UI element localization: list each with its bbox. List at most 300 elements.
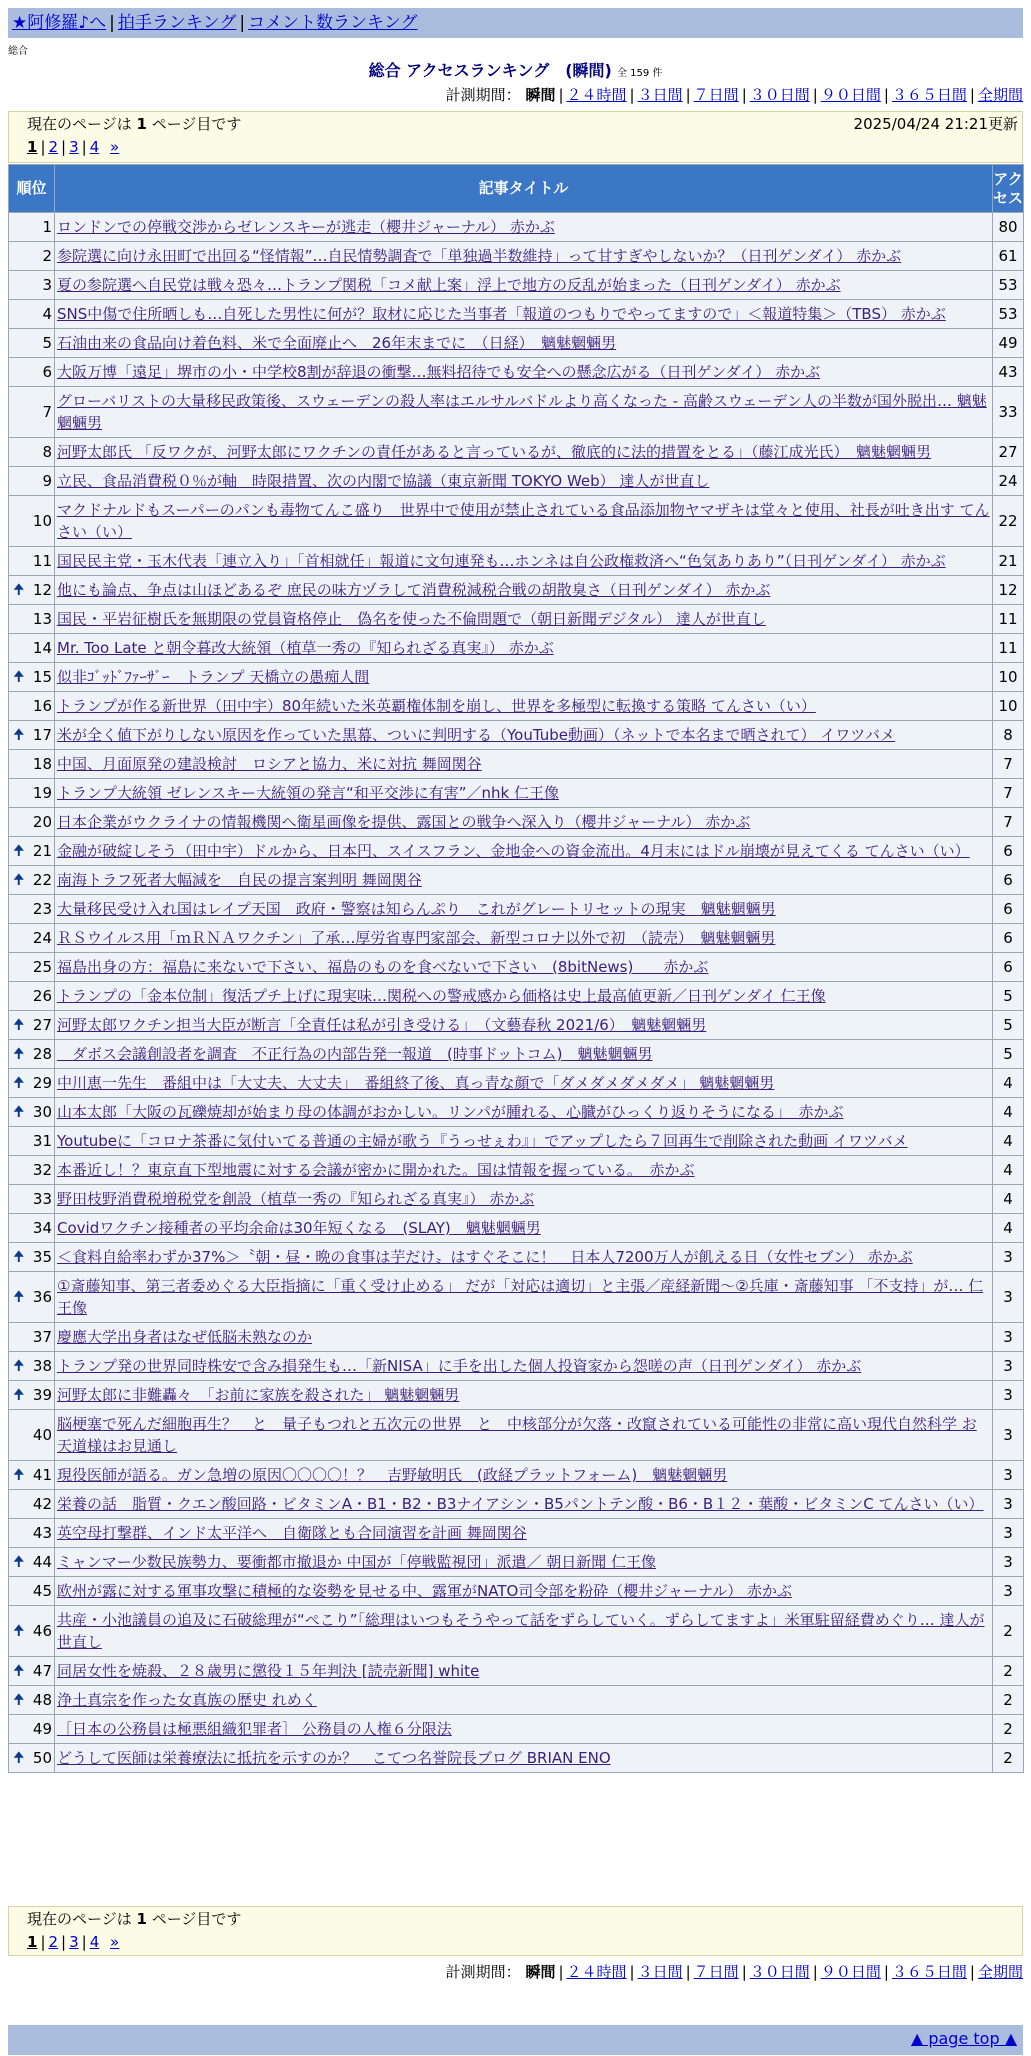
title-cell <box>55 750 993 779</box>
rank-number: 13 <box>32 610 52 628</box>
table-row <box>9 866 1024 895</box>
page-status-text: 現在のページは 1 ページ目です <box>27 1910 242 1928</box>
access-count: 3 <box>993 1548 1024 1577</box>
rank-cell <box>9 387 55 438</box>
access-count: 5 <box>993 1040 1024 1069</box>
table-row <box>9 1548 1024 1577</box>
access-count: 4 <box>993 1214 1024 1243</box>
article-link[interactable]: 本番近し！？東京直下型地震に対する会議が密かに開かれた。国は情報を握っている。 赤かぶ <box>57 1161 695 1179</box>
rank-cell <box>9 213 55 242</box>
pager-bottom: 1 | 2 | 3 | 4 » <box>27 1933 120 1951</box>
article-link[interactable]: 現役医師が語る。ガン急増の原因〇〇〇〇！？ 吉野敏明氏 (政経プラットフォーム) 魑魅魍魎男 <box>57 1466 728 1484</box>
rank-cell <box>9 692 55 721</box>
rank-number: 24 <box>32 929 52 947</box>
table-row <box>9 1352 1024 1381</box>
arrow-up-icon: 🠉 <box>13 843 25 859</box>
title-cell <box>55 605 993 634</box>
rank-cell <box>9 1410 55 1461</box>
article-link[interactable]: 日本企業がウクライナの情報機関へ衛星画像を提供、露国との戦争へ深入り（櫻井ジャーナル） 赤かぶ <box>57 813 751 831</box>
table-row <box>9 779 1024 808</box>
rank-cell <box>9 547 55 576</box>
table-row <box>9 837 1024 866</box>
nav-link-comment-ranking[interactable]: コメント数ランキング <box>248 13 418 33</box>
article-link[interactable]: 欧州が露に対する軍事攻撃に積極的な姿勢を見せる中、露軍がNATO司令部を粉砕（櫻井ジャーナル） 赤かぶ <box>57 1582 793 1600</box>
access-count: 3 <box>993 1381 1024 1410</box>
rank-number: 30 <box>32 1103 52 1121</box>
title-cell <box>55 1098 993 1127</box>
access-count: 53 <box>993 300 1024 329</box>
table-row <box>9 1744 1024 1773</box>
rank-number: 4 <box>42 305 52 323</box>
pager-top: 1 | 2 | 3 | 4 » <box>27 138 120 156</box>
access-count: 7 <box>993 808 1024 837</box>
table-row <box>9 1461 1024 1490</box>
rank-number: 25 <box>32 958 52 976</box>
table-row <box>9 953 1024 982</box>
rank-cell <box>9 329 55 358</box>
article-link[interactable]: 福島出身の方：福島に来ないで下さい、福島のものを食べないで下さい (8bitNews) 赤かぶ <box>57 958 709 976</box>
page-title: 総合 アクセスランキング (瞬間) <box>368 61 612 80</box>
rank-cell <box>9 779 55 808</box>
article-link[interactable]: トランプ発の世界同時株安で含み損発生も…「新NISA」に手を出した個人投資家から怨嗟の声（日刊ゲンダイ） 赤かぶ <box>57 1357 862 1375</box>
access-count: 6 <box>993 953 1024 982</box>
title-cell <box>55 1185 993 1214</box>
article-link[interactable]: 浄土真宗を作った女真族の歴史 れめく <box>57 1691 317 1709</box>
rank-number: 7 <box>42 403 52 421</box>
pager-page-4[interactable]: 4 <box>89 1933 100 1951</box>
rank-cell <box>9 982 55 1011</box>
access-count: 80 <box>993 213 1024 242</box>
period-link-24h[interactable]: ２４時間 <box>566 86 627 104</box>
rank-cell <box>9 271 55 300</box>
access-count: 3 <box>993 1410 1024 1461</box>
access-count: 4 <box>993 1156 1024 1185</box>
table-row <box>9 721 1024 750</box>
title-cell <box>55 1606 993 1657</box>
updated-time: 2025/04/24 21:21更新 <box>853 115 1018 133</box>
rank-number: 39 <box>32 1386 52 1404</box>
rank-number: 35 <box>32 1248 52 1266</box>
rank-cell <box>9 1323 55 1352</box>
pager-next[interactable]: » <box>110 1933 120 1951</box>
period-link-all[interactable]: 全期間 <box>977 86 1023 104</box>
header-access: アクセス <box>993 165 1024 213</box>
table-row <box>9 358 1024 387</box>
rank-number: 19 <box>32 784 52 802</box>
table-row <box>9 663 1024 692</box>
period-link-7d[interactable]: ７日間 <box>693 86 739 104</box>
rank-number: 45 <box>32 1582 52 1600</box>
article-link[interactable]: 立民、食品消費税０％が軸 時限措置、次の内閣で協議（東京新聞 TOKYO Web） 達人が世直し <box>57 472 710 490</box>
pager-page-3[interactable]: 3 <box>69 1933 79 1951</box>
rank-number: 41 <box>32 1466 52 1484</box>
rank-cell <box>9 1381 55 1410</box>
rank-cell <box>9 1352 55 1381</box>
article-link[interactable]: ダボス会議創設者を調査 不正行為の内部告発一報道 (時事ドットコム) 魑魅魍魎男 <box>57 1045 653 1063</box>
page-status-text: 現在のページは 1 ページ目です <box>27 115 242 133</box>
article-link[interactable]: 他にも論点、争点は山ほどあるぞ 庶民の味方ヅラして消費税減税合戦の胡散臭さ（日刊ゲンダイ） 赤かぶ <box>57 581 771 599</box>
total-count: 全 159 件 <box>616 68 663 79</box>
title-cell <box>55 837 993 866</box>
rank-cell <box>9 1098 55 1127</box>
arrow-up-icon: 🠉 <box>13 1046 25 1062</box>
article-link[interactable]: 慶應大学出身者はなぜ低脳未熟なのか <box>57 1328 313 1346</box>
rank-number: 10 <box>32 512 52 530</box>
table-row <box>9 496 1024 547</box>
access-count: 2 <box>993 1744 1024 1773</box>
rank-cell <box>9 1127 55 1156</box>
article-link[interactable]: 河野太郎に非難轟々 「お前に家族を殺された」 魑魅魍魎男 <box>57 1386 460 1404</box>
article-link[interactable]: 中川恵一先生 番組中は「大丈夫、大丈夫」 番組終了後、真っ青な顔で「ダメダメダメダメ」 魑魅魍魎男 <box>57 1074 775 1092</box>
article-link[interactable]: ロンドンでの停戦交渉からゼレンスキーが逃走（櫻井ジャーナル） 赤かぶ <box>57 218 555 236</box>
access-count: 43 <box>993 358 1024 387</box>
nav-link-asyura[interactable]: ★阿修羅♪へ <box>12 13 107 33</box>
title-cell <box>55 576 993 605</box>
access-count: 3 <box>993 1577 1024 1606</box>
table-row <box>9 692 1024 721</box>
period-label: 計測期間： <box>445 1963 521 1981</box>
table-row <box>9 982 1024 1011</box>
article-link[interactable]: 同居女性を焼殺、２８歳男に懲役１５年判決 [読売新聞] white <box>57 1662 480 1680</box>
period-link-365d[interactable]: ３６５日間 <box>891 1963 967 1981</box>
rank-cell <box>9 496 55 547</box>
title-cell <box>55 496 993 547</box>
access-count: 6 <box>993 837 1024 866</box>
table-header-row <box>9 165 1024 213</box>
ranking-title <box>0 60 1031 85</box>
pager-page-2[interactable]: 2 <box>48 1933 59 1951</box>
rank-cell <box>9 1657 55 1686</box>
page-top-link[interactable]: ▲ page top ▲ <box>910 2029 1017 2048</box>
period-selector: 計測期間： 瞬間 | ２４時間 | ３日間 | ７日間 | ３０日間 | ９０日間 | ３６５日間 | 全期間 <box>445 86 1023 104</box>
title-cell <box>55 358 993 387</box>
rank-cell <box>9 1548 55 1577</box>
rank-number: 48 <box>32 1691 52 1709</box>
article-link[interactable]: ＜食料自給率わずか37%＞〝朝・昼・晩の食事は芋だけ〟はすぐそこに！ 日本人7200万人が飢える日（女性セブン） 赤かぶ <box>57 1248 913 1266</box>
ranking-table <box>8 164 1024 1773</box>
article-link[interactable]: 野田枝野消費税増税党を創設（植草一秀の『知られざる真実』） 赤かぶ <box>57 1190 535 1208</box>
title-cell <box>55 1744 993 1773</box>
title-cell <box>55 1127 993 1156</box>
rank-cell <box>9 895 55 924</box>
title-cell <box>55 1715 993 1744</box>
access-count: 4 <box>993 1127 1024 1156</box>
article-link[interactable]: 南海トラフ死者大幅減を 自民の提言案判明 舞岡関谷 <box>57 871 422 889</box>
title-cell <box>55 1657 993 1686</box>
arrow-up-icon: 🠉 <box>13 1663 25 1679</box>
table-row <box>9 634 1024 663</box>
article-link[interactable]: グローバリストの大量移民政策後、スウェーデンの殺人率はエルサルバドルより高くなった - 高齢スウェーデン人の半数が国外脱出… 魑魅魍魎男 <box>57 392 987 432</box>
title-cell <box>55 1352 993 1381</box>
table-row <box>9 329 1024 358</box>
title-cell <box>55 1243 993 1272</box>
article-link[interactable]: 山本太郎「大阪の瓦礫焼却が始まり母の体調がおかしい。リンパが腫れる、心臓がひっくり返りそうになる」 赤かぶ <box>57 1103 844 1121</box>
table-row <box>9 1156 1024 1185</box>
title-cell <box>55 953 993 982</box>
period-link-30d[interactable]: ３０日間 <box>749 86 810 104</box>
rank-cell <box>9 438 55 467</box>
access-count: 12 <box>993 576 1024 605</box>
arrow-up-icon: 🠉 <box>13 1554 25 1570</box>
arrow-up-icon: 🠉 <box>13 1750 25 1766</box>
table-row <box>9 1381 1024 1410</box>
title-cell <box>55 467 993 496</box>
rank-number: 9 <box>42 472 52 490</box>
table-row <box>9 213 1024 242</box>
rank-cell <box>9 1490 55 1519</box>
arrow-up-icon: 🠉 <box>13 1017 25 1033</box>
article-link[interactable]: ＲＳウイルス用「ｍＲＮＡワクチン」了承…厚労省専門家部会、新型コロナ以外で初 （読売） 魑魅魍魎男 <box>57 929 776 947</box>
article-link[interactable]: 国民民主党・玉木代表「連立入り」「首相就任」報道に文句連発も…ホンネは自公政権救済へ“色気ありあり”（日刊ゲンダイ） 赤かぶ <box>57 552 946 570</box>
rank-number: 16 <box>32 697 52 715</box>
title-cell <box>55 982 993 1011</box>
access-count: 2 <box>993 1606 1024 1657</box>
access-count: 4 <box>993 1185 1024 1214</box>
article-link[interactable]: 米が全く値下がりしない原因を作っていた黒幕、ついに判明する（YouTube動画）（ネットで本名まで晒されて） イワツバメ <box>57 726 895 744</box>
article-link[interactable]: Mr. Too Late と朝令暮改大統領（植草一秀の『知られざる真実』） 赤かぶ <box>57 639 554 657</box>
rank-number: 3 <box>42 276 52 294</box>
title-cell <box>55 1490 993 1519</box>
rank-number: 46 <box>32 1622 52 1640</box>
access-count: 10 <box>993 692 1024 721</box>
table-row <box>9 1410 1024 1461</box>
arrow-up-icon: 🠉 <box>13 727 25 743</box>
access-count: 2 <box>993 1715 1024 1744</box>
article-link[interactable]: 英空母打撃群、インド太平洋へ 自衛隊とも合同演習を計画 舞岡関谷 <box>57 1524 527 1542</box>
table-row <box>9 1185 1024 1214</box>
rank-number: 23 <box>32 900 52 918</box>
arrow-up-icon: 🠉 <box>13 669 25 685</box>
period-link-3d[interactable]: ３日間 <box>637 86 683 104</box>
access-count: 49 <box>993 329 1024 358</box>
access-count: 6 <box>993 895 1024 924</box>
period-current: 瞬間 <box>525 1963 556 1981</box>
title-cell <box>55 438 993 467</box>
table-row <box>9 924 1024 953</box>
access-count: 2 <box>993 1657 1024 1686</box>
arrow-up-icon: 🠉 <box>13 582 25 598</box>
rank-number: 20 <box>32 813 52 831</box>
rank-cell <box>9 1272 55 1323</box>
access-count: 11 <box>993 605 1024 634</box>
article-link[interactable]: Youtubeに「コロナ茶番に気付いてる普通の主婦が歌う『うっせぇわ』」でアップしたら７回再生で削除された動画 イワツバメ <box>57 1132 908 1150</box>
article-link[interactable]: 国民・平岩征樹氏を無期限の党員資格停止 偽名を使った不倫問題で（朝日新聞デジタル） 達人が世直し <box>57 610 766 628</box>
article-link[interactable]: ミャンマー少数民族勢力、要衝都市撤退か 中国が「停戦監視団」派遣／ 朝日新聞 仁王像 <box>57 1553 657 1571</box>
rank-number: 2 <box>42 247 52 265</box>
article-link[interactable]: Covidワクチン接種者の平均余命は30年短くなる (SLAY) 魑魅魍魎男 <box>57 1219 541 1237</box>
title-cell <box>55 779 993 808</box>
article-link[interactable]: 河野太郎氏 「反ワクが、河野太郎にワクチンの責任があると言っているが、徹底的に法的措置をとる」（藤江成光氏） 魑魅魍魎男 <box>57 443 932 461</box>
article-link[interactable]: 中国、月面原発の建設検討 ロシアと協力、米に対抗 舞岡関谷 <box>57 755 482 773</box>
pager-page-4[interactable]: 4 <box>89 138 100 156</box>
arrow-up-icon: 🠉 <box>13 1358 25 1374</box>
article-link[interactable]: 河野太郎ワクチン担当大臣が断言「全責任は私が引き受ける」 （文藝春秋 2021/6） 魑魅魍魎男 <box>57 1016 707 1034</box>
title-cell <box>55 1577 993 1606</box>
period-link-90d[interactable]: ９０日間 <box>820 86 881 104</box>
article-link[interactable]: 石油由来の食品向け着色料、米で全面廃止へ 26年末までに （日経） 魑魅魍魎男 <box>57 334 617 352</box>
rank-cell <box>9 1069 55 1098</box>
period-selector-bottom: 計測期間： 瞬間 | ２４時間 | ３日間 | ７日間 | ３０日間 | ９０日間 | ３６５日間 | 全期間 <box>445 1963 1023 1981</box>
rank-cell <box>9 1606 55 1657</box>
access-count: 5 <box>993 982 1024 1011</box>
rank-cell <box>9 242 55 271</box>
page-status-top <box>8 111 1023 163</box>
period-link-365d[interactable]: ３６５日間 <box>891 86 967 104</box>
article-link[interactable]: どうして医師は栄養療法に抵抗を示すのか？ こてつ名誉院長ブログ BRIAN ENO <box>57 1749 611 1767</box>
table-row <box>9 1686 1024 1715</box>
period-link-90d[interactable]: ９０日間 <box>820 1963 881 1981</box>
access-count: 22 <box>993 496 1024 547</box>
rank-cell <box>9 634 55 663</box>
rank-number: 34 <box>32 1219 52 1237</box>
rank-cell <box>9 866 55 895</box>
table-row <box>9 750 1024 779</box>
rank-cell <box>9 1040 55 1069</box>
table-row <box>9 1323 1024 1352</box>
title-cell <box>55 1011 993 1040</box>
rank-cell <box>9 1243 55 1272</box>
pager-page-2[interactable]: 2 <box>48 138 59 156</box>
table-row <box>9 1040 1024 1069</box>
title-cell <box>55 271 993 300</box>
rank-cell <box>9 1577 55 1606</box>
title-cell <box>55 547 993 576</box>
period-link-24h[interactable]: ２４時間 <box>566 1963 627 1981</box>
table-row <box>9 605 1024 634</box>
access-count: 5 <box>993 1011 1024 1040</box>
access-count: 6 <box>993 866 1024 895</box>
pager-page-3[interactable]: 3 <box>69 138 79 156</box>
rank-number: 28 <box>32 1045 52 1063</box>
rank-cell <box>9 808 55 837</box>
table-row <box>9 1011 1024 1040</box>
article-link[interactable]: 大阪万博「遠足」堺市の小・中学校8割が辞退の衝撃…無料招待でも安全への懸念広がる（日刊ゲンダイ） 赤かぶ <box>57 363 821 381</box>
rank-number: 36 <box>32 1288 52 1306</box>
header-title: 記事タイトル <box>55 165 993 213</box>
period-link-30d[interactable]: ３０日間 <box>749 1963 810 1981</box>
article-link[interactable]: 共産・小池議員の追及に石破総理が“ぺこり”「総理はいつもそうやって話をずらしていく。ずらしてますよ」米軍駐留経費めぐり… 達人が世直し <box>57 1611 985 1651</box>
table-row <box>9 1243 1024 1272</box>
page-status-bottom <box>8 1906 1023 1956</box>
category-label: 総合 <box>8 46 28 57</box>
title-cell <box>55 866 993 895</box>
pager-current: 1 <box>27 138 38 156</box>
rank-cell <box>9 1715 55 1744</box>
access-count: 11 <box>993 634 1024 663</box>
pager-current: 1 <box>27 1933 38 1951</box>
rank-number: 31 <box>32 1132 52 1150</box>
title-cell <box>55 1040 993 1069</box>
access-count: 7 <box>993 750 1024 779</box>
access-count: 3 <box>993 1490 1024 1519</box>
title-cell <box>55 329 993 358</box>
article-link[interactable]: 栄養の話 脂質・クエン酸回路・ビタミンA・B1・B2・B3ナイアシン・B5パントテン酸・B6・B１２・葉酸・ビタミンC てんさい（い） <box>57 1495 984 1513</box>
rank-number: 11 <box>32 552 52 570</box>
nav-link-clap-ranking[interactable]: 拍手ランキング <box>117 13 237 33</box>
article-link[interactable]: 脳梗塞で死んだ細胞再生？ と 量子もつれと五次元の世界 と 中核部分が欠落・改竄されている可能性の非常に高い現代自然科学 お天道様はお見通し <box>57 1415 977 1455</box>
pager-next[interactable]: » <box>110 138 120 156</box>
ranking-table-body <box>9 213 1024 1773</box>
access-count: 3 <box>993 1323 1024 1352</box>
title-cell <box>55 1686 993 1715</box>
title-cell <box>55 387 993 438</box>
article-link[interactable]: 金融が破綻しそう（田中宇）ドルから、日本円、スイスフラン、金地金への資金流出。4月末にはドル崩壊が見えてくる てんさい（い） <box>57 842 970 860</box>
rank-number: 21 <box>32 842 52 860</box>
rank-cell <box>9 1519 55 1548</box>
title-cell <box>55 300 993 329</box>
article-link[interactable]: 似非ｺﾞｯﾄﾞﾌｧｰｻﾞｰ トランプ 天橋立の愚痴人間 <box>57 668 370 686</box>
title-cell <box>55 1069 993 1098</box>
table-row <box>9 438 1024 467</box>
article-link[interactable]: 夏の参院選へ自民党は戦々恐々…トランプ関税「コメ献上案」浮上で地方の反乱が始まった（日刊ゲンダイ） 赤かぶ <box>57 276 841 294</box>
title-cell <box>55 242 993 271</box>
table-row <box>9 300 1024 329</box>
rank-cell <box>9 1185 55 1214</box>
title-cell <box>55 692 993 721</box>
arrow-up-icon: 🠉 <box>13 1289 25 1305</box>
access-count: 61 <box>993 242 1024 271</box>
rank-number: 32 <box>32 1161 52 1179</box>
title-cell <box>55 1519 993 1548</box>
rank-cell <box>9 1214 55 1243</box>
table-row <box>9 467 1024 496</box>
footer-bar <box>8 2025 1023 2055</box>
article-link[interactable]: ［日本の公務員は極悪組織犯罪者］ 公務員の人権６分限法 <box>57 1720 452 1738</box>
title-cell <box>55 1214 993 1243</box>
access-count: 33 <box>993 387 1024 438</box>
rank-number: 27 <box>32 1016 52 1034</box>
table-row <box>9 1519 1024 1548</box>
period-link-7d[interactable]: ７日間 <box>693 1963 739 1981</box>
rank-cell <box>9 358 55 387</box>
article-link[interactable]: 大量移民受け入れ国はレイプ天国 政府・警察は知らんぷり これがグレートリセットの現実 魑魅魍魎男 <box>57 900 776 918</box>
article-link[interactable]: ①斎藤知事、第三者委めぐる大臣指摘に「重く受け止める」 だが「対応は適切」と主張／産経新聞～②兵庫・斎藤知事 「不支持」が… 仁王像 <box>57 1277 984 1317</box>
rank-cell <box>9 1011 55 1040</box>
period-label: 計測期間： <box>445 86 521 104</box>
article-link[interactable]: マクドナルドもスーパーのパンも毒物てんこ盛り 世界中で使用が禁止されている食品添加物ヤマザキは堂々と使用、社長が吐き出す てんさい（い） <box>57 501 990 541</box>
table-row <box>9 1127 1024 1156</box>
rank-cell <box>9 576 55 605</box>
period-link-3d[interactable]: ３日間 <box>637 1963 683 1981</box>
title-cell <box>55 634 993 663</box>
access-count: 53 <box>993 271 1024 300</box>
title-cell <box>55 1272 993 1323</box>
title-cell <box>55 1156 993 1185</box>
article-link[interactable]: SNS中傷で住所晒しも…自死した男性に何が？取材に応じた当事者「報道のつもりでやってますので」＜報道特集＞（TBS） 赤かぶ <box>57 305 946 323</box>
rank-cell <box>9 837 55 866</box>
rank-cell <box>9 605 55 634</box>
table-row <box>9 1214 1024 1243</box>
access-count: 6 <box>993 924 1024 953</box>
article-link[interactable]: トランプの「金本位制」復活プチ上げに現実味…関税への警戒感から価格は史上最高値更新／日刊ゲンダイ 仁王像 <box>57 987 826 1005</box>
rank-number: 17 <box>32 726 52 744</box>
rank-cell <box>9 467 55 496</box>
rank-number: 6 <box>42 363 52 381</box>
period-link-all[interactable]: 全期間 <box>977 1963 1023 1981</box>
table-row <box>9 1657 1024 1686</box>
arrow-up-icon: 🠉 <box>13 1387 25 1403</box>
article-link[interactable]: トランプ大統領 ゼレンスキー大統領の発言“和平交渉に有害”／nhk 仁王像 <box>57 784 559 802</box>
rank-number: 5 <box>42 334 52 352</box>
title-cell <box>55 1410 993 1461</box>
nav-separator: | <box>239 13 246 33</box>
article-link[interactable]: 参院選に向け永田町で出回る“怪情報”…自民情勢調査で「単独過半数維持」って甘すぎやしないか？（日刊ゲンダイ） 赤かぶ <box>57 247 902 265</box>
rank-cell <box>9 1156 55 1185</box>
title-cell <box>55 1381 993 1410</box>
article-link[interactable]: トランプが作る新世界（田中宇）80年続いた米英覇権体制を崩し、世界を多極型に転換する策略 てんさい（い） <box>57 697 816 715</box>
rank-number: 22 <box>32 871 52 889</box>
table-row <box>9 1577 1024 1606</box>
